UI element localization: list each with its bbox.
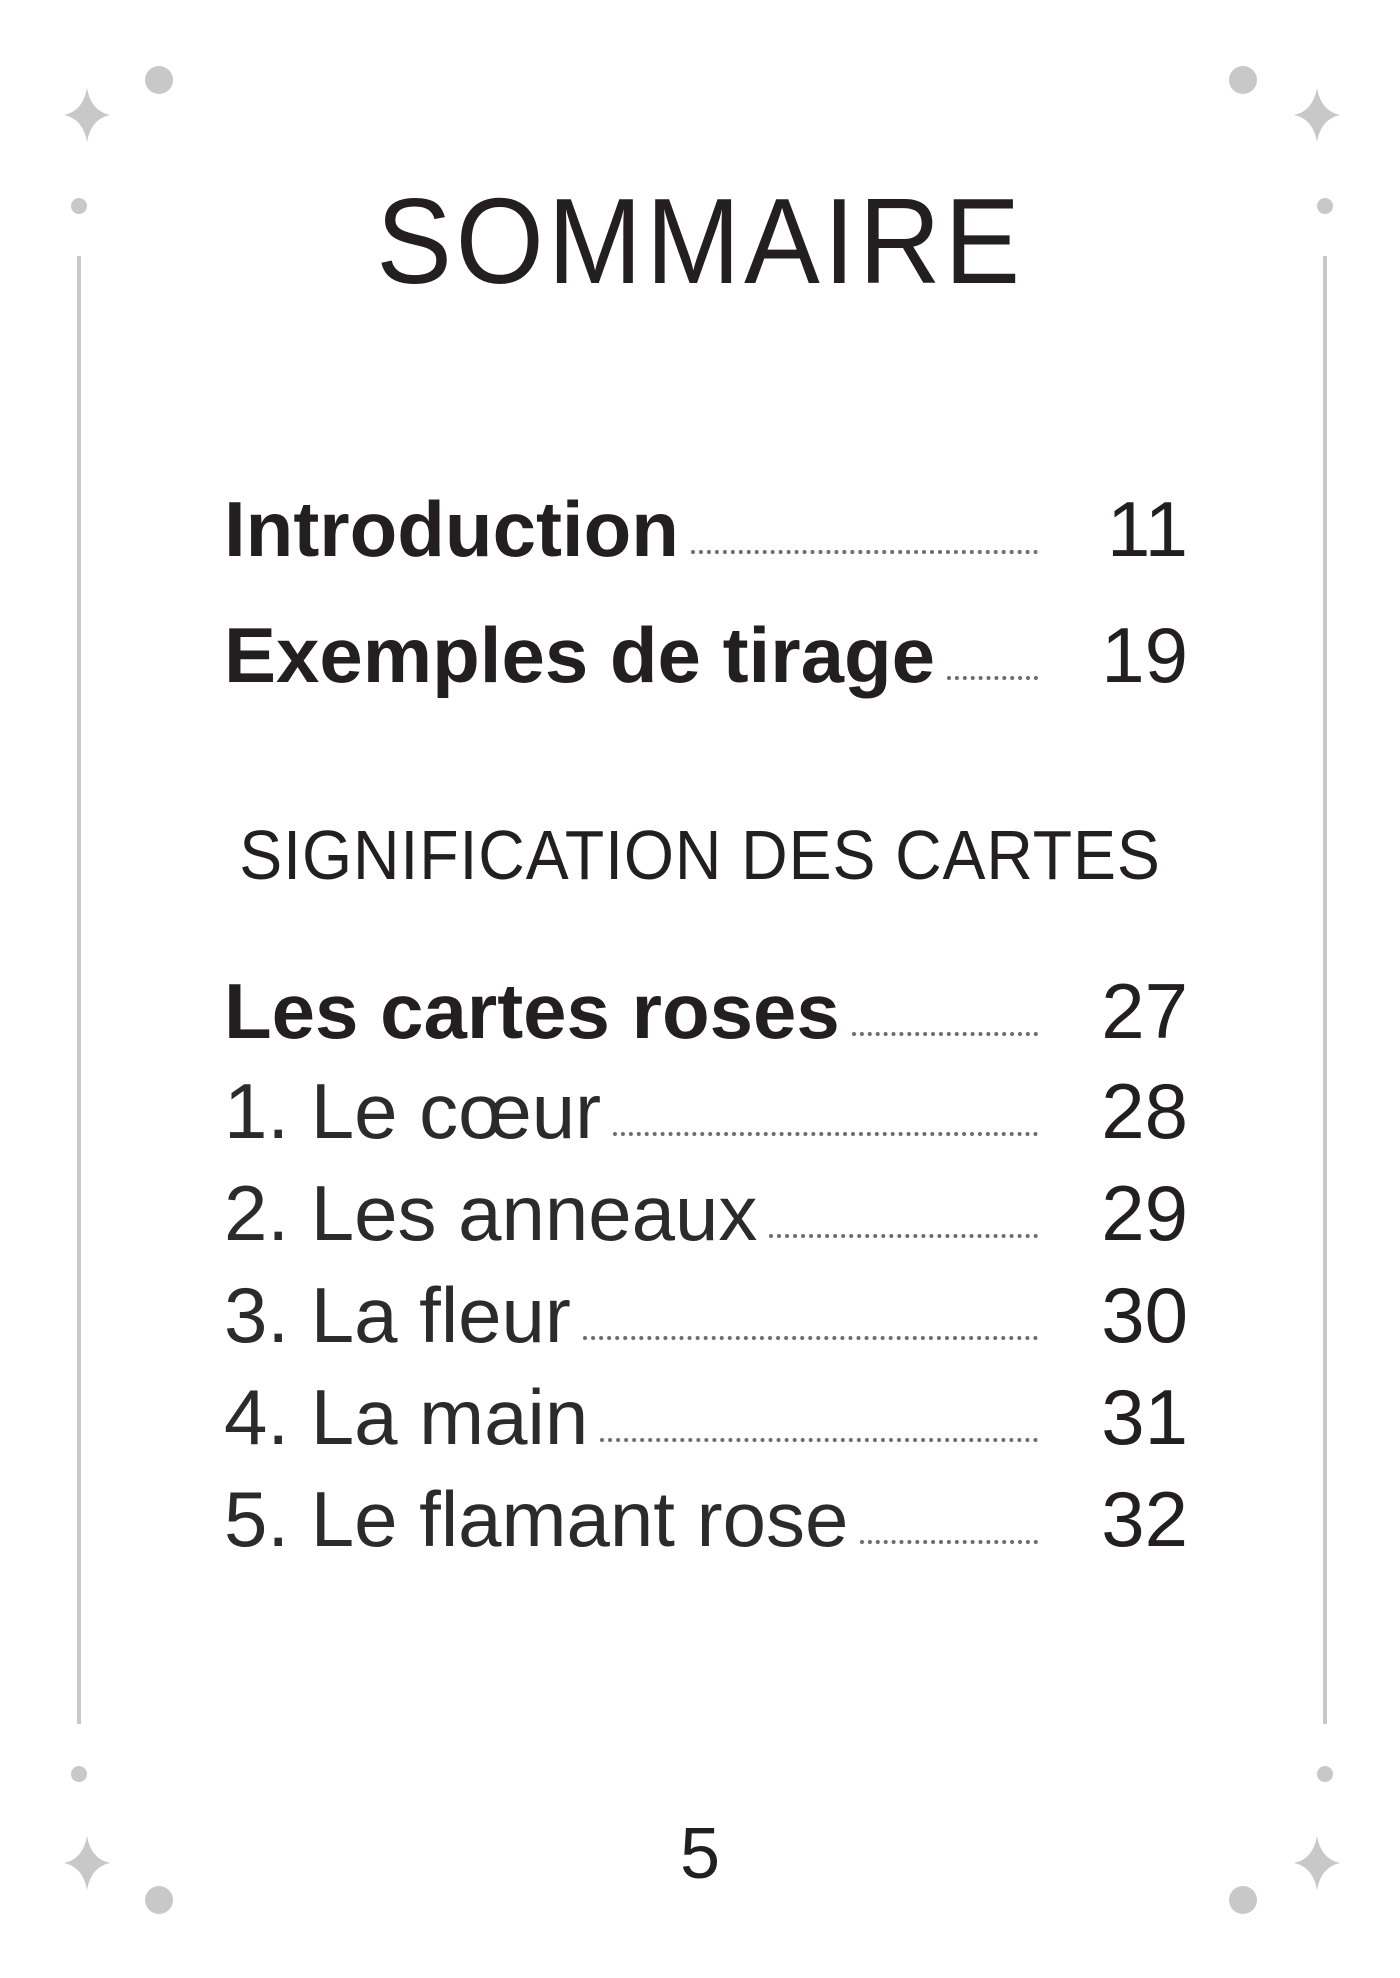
dot-leader: [769, 1234, 1038, 1238]
dot-leader: [600, 1438, 1038, 1442]
dot-leader: [583, 1336, 1038, 1340]
dot-leader: [691, 550, 1038, 554]
toc-entry-label: 3. La fleur: [224, 1271, 571, 1359]
toc-entry-exemples-de-tirage[interactable]: [224, 584, 1188, 699]
toc-entry-card-2[interactable]: [224, 1142, 1188, 1257]
toc-entry-card-5[interactable]: [224, 1448, 1188, 1563]
dot-leader: [613, 1132, 1038, 1136]
toc-entry-label: 2. Les anneaux: [224, 1169, 758, 1257]
toc-entry-label: 1. Le cœur: [224, 1067, 602, 1155]
dot-ornament: [145, 66, 173, 94]
toc-entry-page: 28: [1101, 1067, 1188, 1155]
sparkle-icon: [1294, 88, 1340, 142]
toc-entry-page: 32: [1101, 1475, 1188, 1563]
dot-ornament: [71, 1766, 87, 1782]
toc-entry-page: 30: [1101, 1271, 1188, 1359]
dot-leader: [860, 1540, 1038, 1544]
toc-entry-card-3[interactable]: [224, 1244, 1188, 1359]
toc-entry-label: Introduction: [224, 485, 679, 573]
page-title: SOMMAIRE: [376, 173, 1024, 309]
page-number: 5: [679, 1814, 721, 1894]
toc-entry-label: Exemples de tirage: [224, 611, 935, 699]
dot-ornament: [1229, 66, 1257, 94]
toc-entry-introduction[interactable]: [224, 458, 1188, 573]
toc-entry-page: 11: [1107, 485, 1188, 573]
toc-entry-card-4[interactable]: [224, 1346, 1188, 1461]
dot-leader: [947, 676, 1038, 680]
dot-ornament: [1229, 1886, 1257, 1914]
dot-ornament: [145, 1886, 173, 1914]
toc-entry-les-cartes-roses[interactable]: [224, 940, 1188, 1055]
dot-ornament: [1317, 1766, 1333, 1782]
toc-entry-label: 5. Le flamant rose: [224, 1475, 849, 1563]
toc-entry-page: 19: [1101, 611, 1188, 699]
dot-leader: [852, 1032, 1038, 1036]
toc-entry-label: 4. La main: [224, 1373, 589, 1461]
toc-entry-label: Les cartes roses: [224, 967, 840, 1055]
toc-entry-page: 29: [1101, 1169, 1188, 1257]
sparkle-icon: [64, 88, 110, 142]
section-heading: SIGNIFICATION DES CARTES: [239, 816, 1161, 894]
toc-entry-page: 31: [1101, 1373, 1188, 1461]
toc-entry-card-1[interactable]: [224, 1040, 1188, 1155]
toc-entry-page: 27: [1101, 967, 1188, 1055]
